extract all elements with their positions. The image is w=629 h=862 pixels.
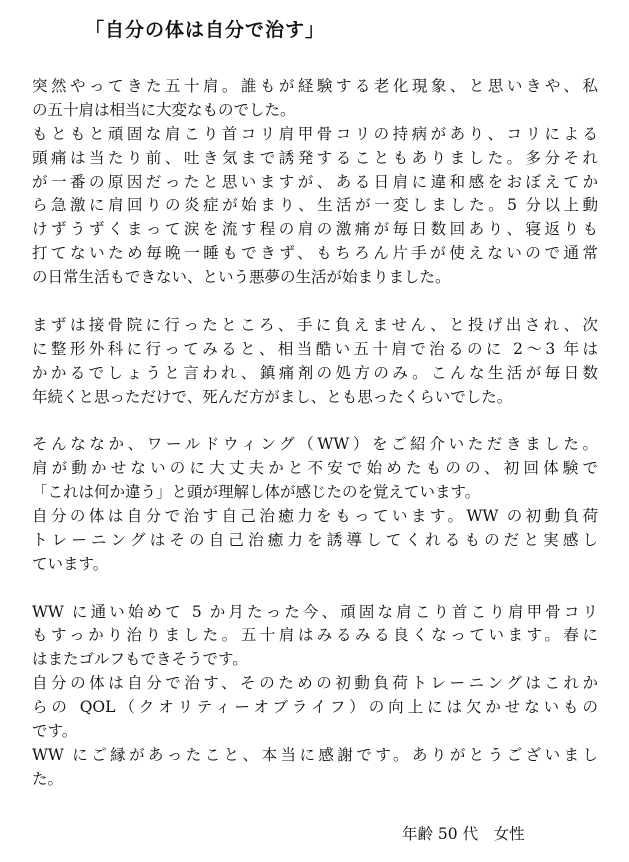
paragraph-line: ています。 [32, 554, 109, 573]
paragraph-line: です。 [32, 722, 78, 741]
paragraph-line: に整形外科に行ってみると、相当酷い五十肩で治るのに 2〜3 年は [32, 339, 598, 358]
page-title: 「自分の体は自分で治す」 [85, 19, 326, 41]
paragraph-line: まずは接骨院に行ったところ、手に負えません、と投げ出され、次 [32, 315, 598, 334]
paragraph-spacer [32, 290, 598, 314]
paragraph-line: けずうずくまって涙を流す程の肩の激痛が毎日数回あり、寝返りも [32, 220, 598, 239]
paragraph-line: そんななか、ワールドウィング（WW）をご紹介いただきました。 [32, 435, 598, 454]
paragraph-line: 突然やってきた五十肩。誰もが経験する老化現象、と思いきや、私 [32, 77, 598, 95]
paragraph-line: の日常生活もできない、という悪夢の生活が始まりました。 [32, 268, 451, 287]
paragraph-line: もすっかり治りました。五十肩はみるみる良くなっています。春に [32, 626, 598, 645]
author-signature: 年齢 50 代 女性 [402, 825, 525, 843]
paragraph-line: WW にご縁があったこと、本当に感謝です。ありがとうございまし [32, 745, 598, 764]
paragraph-line: かかるでしょうと言われ、鎮痛剤の処方のみ。こんな生活が毎日数 [32, 363, 598, 382]
paragraph-line: 打てないため毎晩一睡もできず、もちろん片手が使えないので通常 [32, 244, 598, 263]
paragraph-line: 頭痛は当たり前、吐き気まで誘発することもありました。多分それ [32, 148, 598, 167]
paragraph-spacer [32, 577, 598, 601]
testimonial-body [32, 75, 598, 792]
paragraph-line: 自分の体は自分で治す、そのための初動負荷トレーニングはこれか [32, 674, 598, 693]
paragraph-line: 年続くと思っただけで、死んだ方がまし、とも思ったくらいでした。 [32, 387, 513, 406]
paragraph-line: WW に通い始めて 5 か月たった今、頑固な肩こり首こり肩甲骨コリ [32, 602, 598, 621]
paragraph-line: らの QOL（クオリティーオブライフ）の向上には欠かせないもの [32, 698, 598, 717]
paragraph-line: トレーニングはその自己治癒力を誘導してくれるものだと実感し [32, 530, 598, 549]
paragraph-line: た。 [32, 769, 64, 788]
paragraph-line: ら急激に肩回りの炎症が始まり、生活が一変しました。5 分以上動 [32, 196, 598, 215]
paragraph-line: もともと頑固な肩こり首コリ肩甲骨コリの持病があり、コリによる [32, 124, 598, 143]
paragraph-line: はまたゴルフもできそうです。 [32, 650, 248, 669]
paragraph-spacer [32, 409, 598, 433]
paragraph-line: の五十肩は相当に大変なものでした。 [32, 100, 296, 119]
paragraph-line: 自分の体は自分で治す自己治癒力をもっています。WW の初動負荷 [32, 507, 598, 526]
paragraph-line: が一番の原因だったと思いますが、ある日肩に違和感をおぼえてか [32, 172, 598, 191]
paragraph-line: 肩が動かせないのに大丈夫かと不安で始めたものの、初回体験で [32, 459, 598, 478]
paragraph-line: 「これは何か違う」と頭が理解し体が感じたのを覚えています。 [32, 483, 481, 502]
